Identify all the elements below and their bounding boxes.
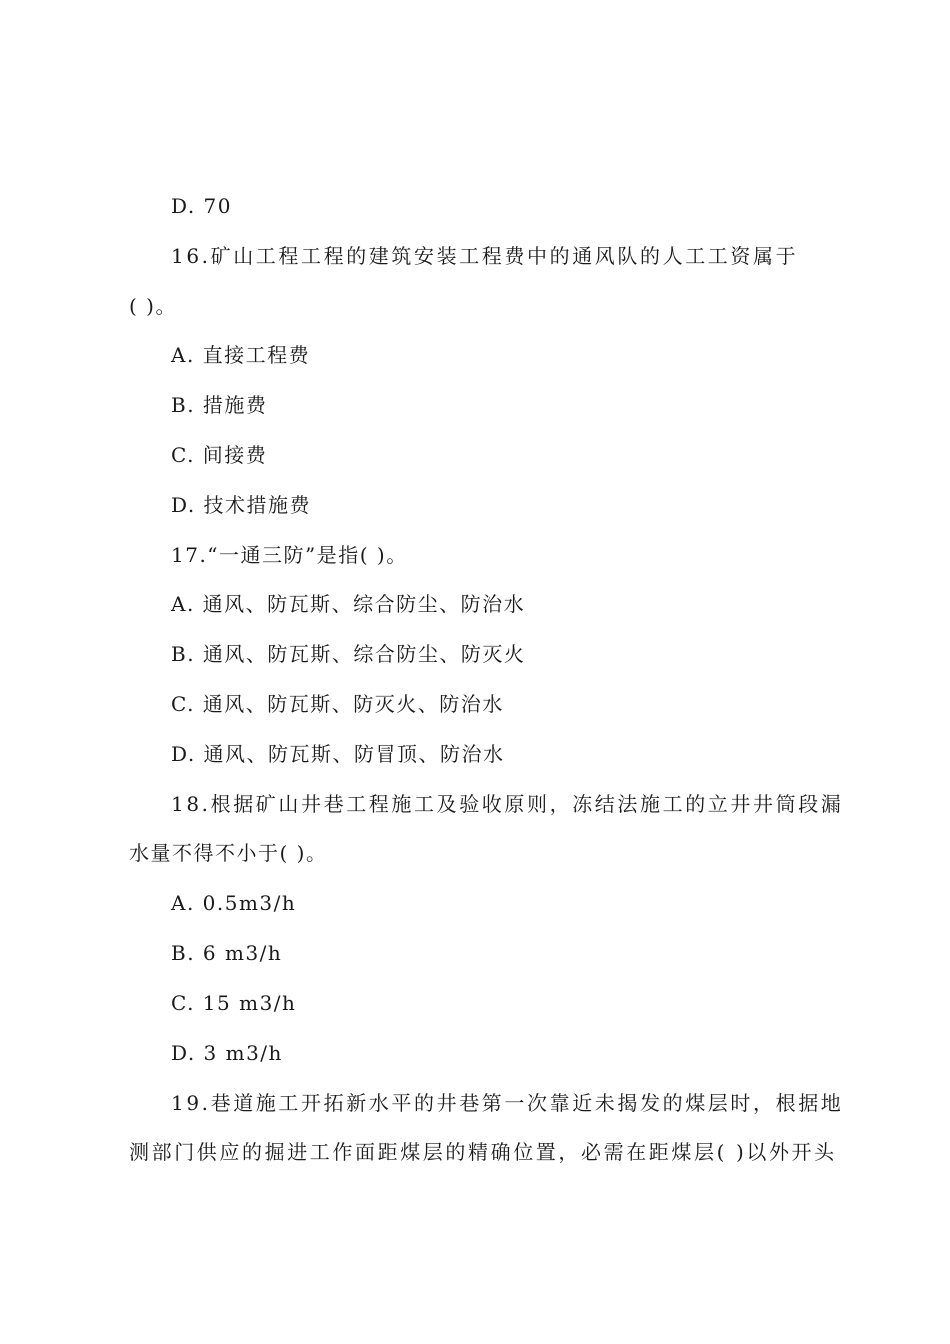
option-16-d: D. 技术措施费 (171, 493, 312, 517)
option-16-b: B. 措施费 (171, 393, 268, 417)
question-18-continuation: 水量不得不小于( )。 (129, 841, 328, 865)
option-18-d: D. 3 m3/h (171, 1041, 283, 1065)
option-17-d: D. 通风、防瓦斯、防冒顶、防治水 (171, 742, 505, 766)
option-17-a: A. 通风、防瓦斯、综合防尘、防治水 (171, 592, 526, 616)
option-17-b: B. 通风、防瓦斯、综合防尘、防灭火 (171, 642, 526, 666)
option-17-c: C. 通风、防瓦斯、防灭火、防治水 (171, 692, 504, 716)
option-18-a: A. 0.5m3/h (171, 891, 297, 915)
question-18-text: 18.根据矿山井巷工程施工及验收原则，冻结法施工的立井井筒段漏 (171, 792, 844, 816)
option-16-a: A. 直接工程费 (171, 343, 311, 367)
option-18-b: B. 6 m3/h (171, 941, 283, 965)
option-18-c: C. 15 m3/h (171, 991, 297, 1015)
question-19-continuation: 测部门供应的掘进工作面距煤层的精确位置，必需在距煤层( )以外开头 (129, 1140, 837, 1164)
option-16-c: C. 间接费 (171, 443, 268, 467)
option-d-70: D. 70 (171, 194, 232, 218)
question-17-text: 17.“一通三防”是指( )。 (171, 543, 408, 567)
question-16-text: 16.矿山工程工程的建筑安装工程费中的通风队的人工工资属于 (171, 244, 799, 268)
question-16-continuation: ( )。 (129, 294, 177, 318)
question-19-text: 19.巷道施工开拓新水平的井巷第一次靠近未揭发的煤层时，根据地 (171, 1091, 844, 1115)
